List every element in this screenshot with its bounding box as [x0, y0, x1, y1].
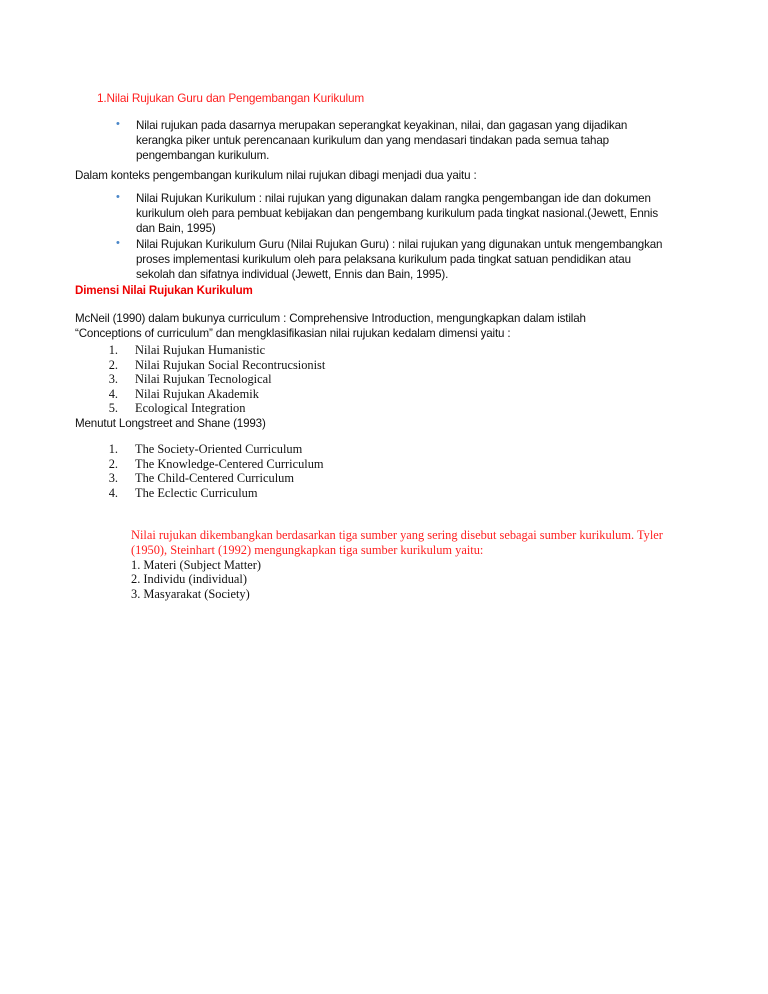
bullet-text-line: pengembangan kurikulum.	[136, 149, 270, 162]
list-text: The Society-Oriented Curriculum	[135, 442, 303, 456]
subheading: Dimensi Nilai Rujukan Kurikulum	[75, 284, 253, 297]
list-number: 2.	[108, 456, 118, 471]
list-number: 1.	[108, 343, 118, 357]
bullet-text-line: Nilai rujukan pada dasarnya merupakan seperangkat keyakinan, nilai, dan gagasan yang dijadikan	[136, 119, 628, 132]
bullet-icon: •	[116, 118, 120, 130]
list-number: 4.	[108, 386, 118, 401]
list-number: 3.	[108, 471, 118, 485]
longstreet-intro: Menutut Longstreet and Shane (1993)	[75, 417, 266, 430]
sources-paragraph-line: Nilai rujukan dikembangkan berdasarkan tiga sumber yang sering disebut sebagai sumber kurikulum. Tyler	[131, 528, 663, 542]
bullet-text-line: kurikulum oleh para pembuat kebijakan dan pengembang kurikulum pada tingkat nasional.(Jewett, Ennis	[136, 207, 659, 220]
list-item	[104, 343, 266, 358]
list-item	[104, 401, 246, 416]
list-item	[104, 456, 324, 472]
list-number: 5.	[108, 401, 118, 415]
list-item	[104, 386, 259, 402]
section-heading: 1.Nilai Rujukan Guru dan Pengembangan Kurikulum	[97, 91, 365, 105]
bullet-text-line: proses implementasi kurikulum oleh para pelaksana kurikulum pada tingkat satuan pendidikan atau	[136, 253, 631, 266]
list-text: Nilai Rujukan Tecnological	[135, 372, 272, 386]
context-paragraph: Dalam konteks pengembangan kurikulum nilai rujukan dibagi menjadi dua yaitu :	[75, 169, 477, 182]
list-item	[104, 372, 272, 387]
list-item: 2. Individu (individual)	[131, 572, 247, 586]
list-text: Nilai Rujukan Humanistic	[135, 343, 266, 357]
list-number: 1.	[108, 442, 118, 456]
bullet-icon: •	[116, 191, 120, 203]
list-item: 1. Materi (Subject Matter)	[131, 557, 262, 572]
list-text: The Eclectic Curriculum	[135, 485, 258, 500]
list-item	[104, 442, 303, 457]
mcneil-paragraph-line: “Conceptions of curriculum” dan mengklasifikasian nilai rujukan kedalam dimensi yaitu :	[75, 327, 511, 340]
list-text: The Knowledge-Centered Curriculum	[135, 456, 324, 471]
bullet-text-line: dan Bain, 1995)	[136, 222, 216, 235]
bullet-text-line: sekolah dan sifatnya individual (Jewett, Ennis dan Bain, 1995).	[136, 268, 449, 281]
list-text: Ecological Integration	[135, 401, 246, 415]
list-item: 3. Masyarakat (Society)	[131, 586, 250, 601]
list-text: Nilai Rujukan Akademik	[135, 386, 259, 401]
mcneil-paragraph-line: McNeil (1990) dalam bukunya curriculum : Comprehensive Introduction, mengungkapkan dalam istilah	[75, 312, 586, 325]
list-number: 4.	[108, 485, 118, 500]
bullet-text-line: kerangka piker untuk perencanaan kurikulum dan yang mendasari tindakan pada semua tahap	[136, 134, 609, 147]
sources-paragraph-line: (1950), Steinhart (1992) mengungkapkan tiga sumber kurikulum yaitu:	[131, 543, 484, 557]
list-text: The Child-Centered Curriculum	[135, 471, 294, 485]
list-number: 2.	[108, 357, 118, 372]
bullet-text-line: Nilai Rujukan Kurikulum : nilai rujukan yang digunakan dalam rangka pengembangan ide dan dokumen	[136, 192, 651, 205]
bullet-text-line: Nilai Rujukan Kurikulum Guru (Nilai Rujukan Guru) : nilai rujukan yang digunakan untuk mengembangkan	[136, 238, 663, 251]
bullet-icon: •	[116, 237, 120, 249]
list-item	[104, 357, 326, 373]
list-item	[104, 471, 294, 486]
list-item	[104, 485, 258, 501]
list-text: Nilai Rujukan Social Recontrucsionist	[135, 357, 326, 372]
list-number: 3.	[108, 372, 118, 386]
